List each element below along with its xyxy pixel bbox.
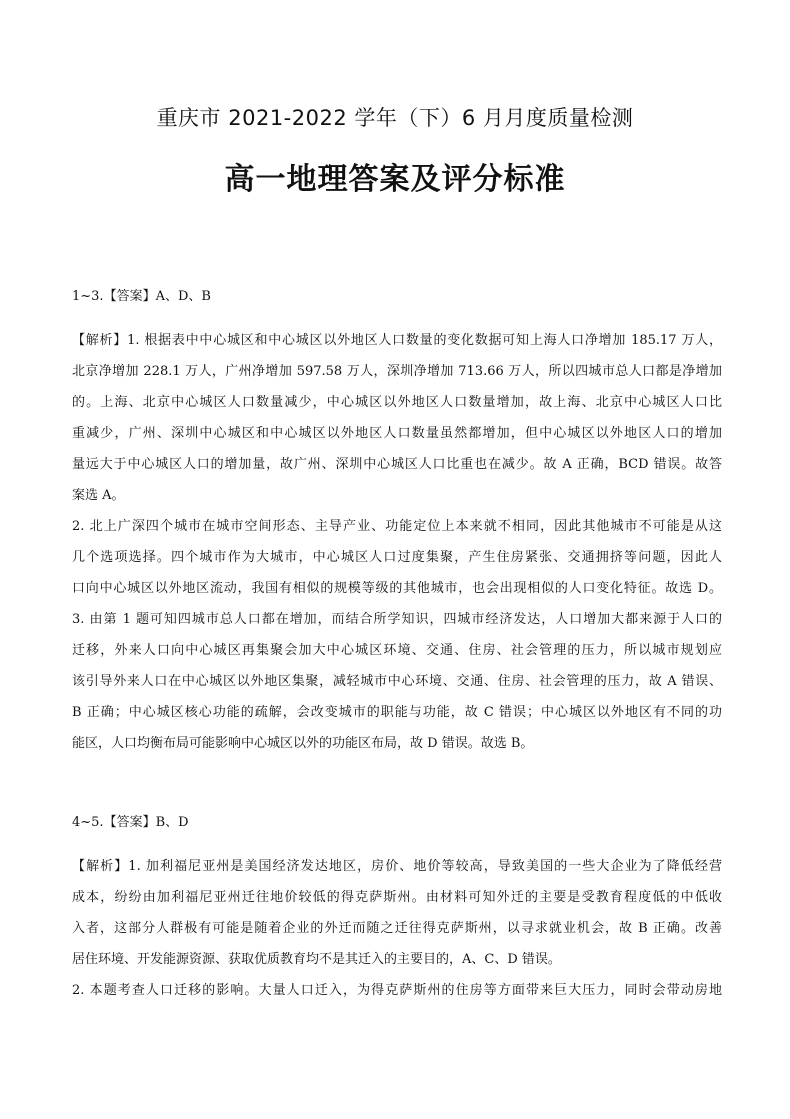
section2-line: 成本，纷纷由加利福尼亚州迁往地价较低的得克萨斯州。由材料可知外迁的主要是受教育程度低的中低收 xyxy=(72,890,722,905)
section2-line: 居住环境、开发能源资源、获取优质教育均不是其迁入的主要目的，A、C、D 错误。 xyxy=(72,952,561,967)
section1-line: 【解析】1. 根据表中中心城区和中心城区以外地区人口数量的变化数据可知上海人口净增加 185.17 万人， xyxy=(72,333,722,348)
section1-line: 能区，人口均衡布局可能影响中心城区以外的功能区布局，故 D 错误。故选 B。 xyxy=(72,736,534,751)
section2-line: 入者，这部分人群极有可能是随着企业的外迁而随之迁往得克萨斯州，以寻求就业机会，故 B 正确。改善 xyxy=(72,921,722,936)
section2-line: 【解析】1. 加利福尼亚州是美国经济发达地区，房价、地价等较高，导致美国的一些大企业为了降低经营 xyxy=(72,859,722,874)
section1-line: 该引导外来人口在中心城区以外地区集聚，减轻城市中心环境、交通、住房、社会管理的压力，故 A 错误、 xyxy=(72,674,722,689)
section1-line: 量远大于中心城区人口的增加量，故广州、深圳中心城区人口比重也在减少。故 A 正确，BCD 错误。故答 xyxy=(72,457,722,472)
section1-line: 案选 A。 xyxy=(72,488,125,503)
section1-line: 3. 由第 1 题可知四城市总人口都在增加，而结合所学知识，四城市经济发达，人口增加大都来源于人口的 xyxy=(72,612,722,627)
section2-answer: 4~5.【答案】B、D xyxy=(72,815,189,830)
document-subtitle: 高一地理答案及评分标准 xyxy=(224,162,566,197)
section1-line: 2. 北上广深四个城市在城市空间形态、主导产业、功能定位上本来就不相同，因此其他城市不可能是从这 xyxy=(72,519,722,534)
section1-line: 几个选项选择。四个城市作为大城市，中心城区人口过度集聚，产生住房紧张、交通拥挤等问题，因此人 xyxy=(72,550,722,565)
section1-line: 迁移，外来人口向中心城区再集聚会加大中心城区环境、交通、住房、社会管理的压力，所以城市规划应 xyxy=(72,643,722,658)
section1-line: 北京净增加 228.1 万人，广州净增加 597.58 万人，深圳净增加 713.66 万人，所以四城市总人口都是净增加 xyxy=(72,364,722,379)
section1-line: B 正确；中心城区核心功能的疏解，会改变城市的职能与功能，故 C 错误；中心城区以外地区有不同的功 xyxy=(72,705,722,720)
section2-line: 2. 本题考查人口迁移的影响。大量人口迁入，为得克萨斯州的住房等方面带来巨大压力，同时会带动房地 xyxy=(72,983,722,998)
section1-line: 重减少，广州、深圳中心城区和中心城区以外地区人口数量虽然都增加，但中心城区以外地区人口的增加 xyxy=(72,426,722,441)
section1-line: 的。上海、北京中心城区人口数量减少，中心城区以外地区人口数量增加，故上海、北京中心城区人口比 xyxy=(72,395,722,410)
section1-line: 口向中心城区以外地区流动，我国有相似的规模等级的其他城市，也会出现相似的人口变化特征。故选 D。 xyxy=(72,581,722,596)
section1-answer: 1~3.【答案】A、D、B xyxy=(72,289,211,304)
document-title: 重庆市 2021-2022 学年（下）6 月月度质量检测 xyxy=(156,106,634,130)
